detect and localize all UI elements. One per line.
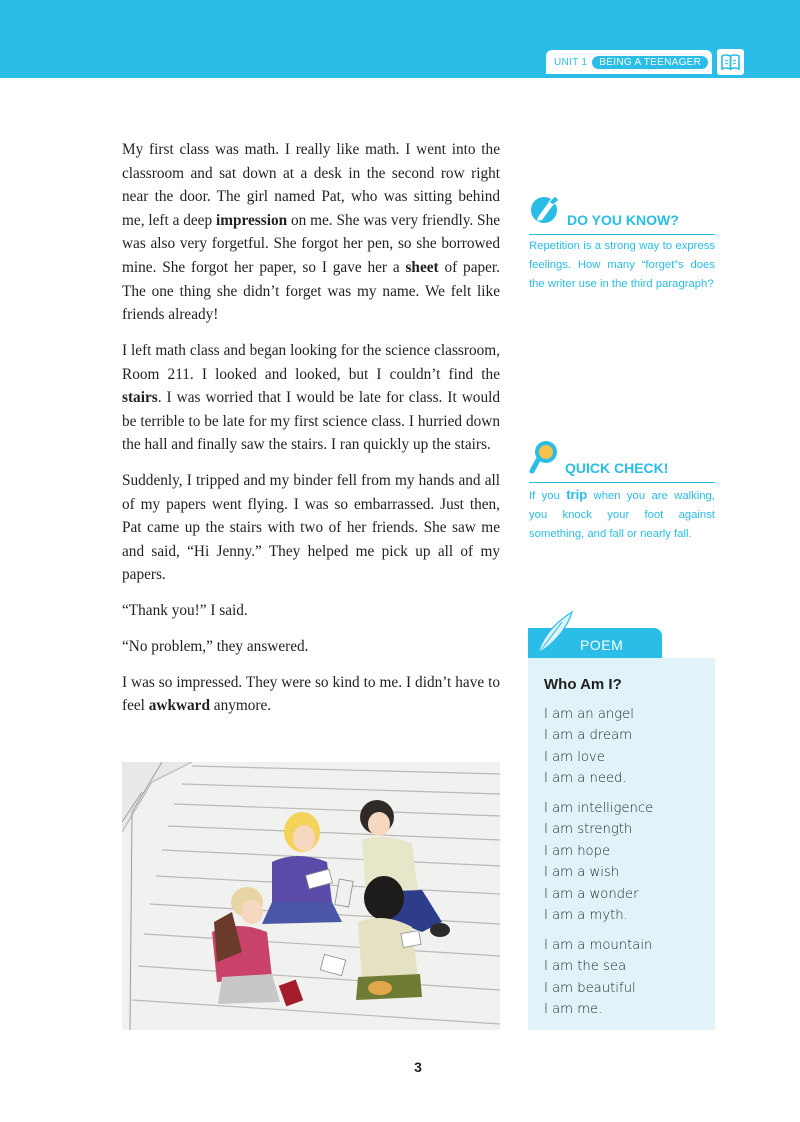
paragraph-4: “Thank you!” I said. bbox=[122, 602, 248, 620]
unit-label: UNIT 1 bbox=[554, 56, 588, 68]
poem-line: I am the sea bbox=[544, 959, 627, 974]
do-you-know-header bbox=[529, 196, 715, 232]
do-you-know-title: DO YOU KNOW? bbox=[567, 212, 679, 228]
poem-line: I am a dream bbox=[544, 728, 633, 743]
poem-stanza-2 bbox=[544, 798, 653, 927]
poem-line: I am intelligence bbox=[544, 800, 654, 816]
poem-line: I am a need. bbox=[544, 771, 627, 786]
vocab-trip: trip bbox=[566, 487, 588, 502]
paragraph-5: “No problem,” they answered. bbox=[122, 638, 309, 656]
book-icon bbox=[717, 49, 744, 75]
do-you-know-text: Repetition is a strong way to express feelings. How many “forget”s does the writer use in the third paragraph? bbox=[529, 240, 715, 290]
quick-check-text: If you trip when you are walking, you knock your foot against something, and fall or nearly fall. bbox=[529, 487, 715, 540]
quick-check-box bbox=[529, 444, 715, 544]
divider bbox=[529, 482, 715, 483]
stairs-illustration bbox=[122, 762, 500, 1030]
story-text bbox=[122, 138, 500, 730]
quick-check-header bbox=[529, 444, 715, 480]
poem-stanza-1 bbox=[544, 704, 653, 790]
poem-stanza-3 bbox=[544, 935, 653, 1021]
poem-line: I am hope bbox=[544, 843, 611, 859]
poem-box bbox=[528, 658, 715, 1030]
vocab-sheet: sheet bbox=[405, 258, 439, 276]
unit-title: BEING A TEENAGER bbox=[592, 56, 708, 69]
poem-title: Who Am I? bbox=[544, 676, 622, 693]
magnifier-icon bbox=[529, 439, 561, 480]
poem-line: I am a wish bbox=[544, 865, 620, 880]
poem-line: I am a mountain bbox=[544, 937, 653, 953]
poem-line: I am beautiful bbox=[544, 980, 636, 996]
do-you-know-box bbox=[529, 196, 715, 294]
poem-content bbox=[544, 674, 653, 1021]
vocab-stairs: stairs bbox=[122, 389, 158, 407]
vocab-impression: impression bbox=[215, 211, 288, 229]
poem-line: I am me. bbox=[544, 1002, 603, 1017]
paragraph-1: My first class was math. I really like math. I went into the classroom and sat down at a desk in the second row right near the door. The girl named Pat, who was sitting behind me, left a deep impression on me. She was very friendly. She was also very forgetful. She forgot her pen, so she borrowed mine. She forgot her paper, so I gave her a sheet of paper. The one thing she didn’t forget was my name. We felt like friends already! bbox=[122, 141, 501, 324]
paragraph-3: Suddenly, I tripped and my binder fell from my hands and all of my papers went flying. I was so embarrassed. Just then, Pat came up the stairs with two of her friends. She saw me and said, “Hi Jenny.” They helped me pick up all of my papers. bbox=[122, 472, 500, 584]
poem-line: I am love bbox=[544, 749, 605, 765]
page-number: 3 bbox=[414, 1059, 422, 1075]
poem-line: I am strength bbox=[544, 822, 633, 837]
pen-icon bbox=[529, 193, 563, 232]
poem-line: I am a myth. bbox=[544, 908, 628, 923]
divider bbox=[529, 234, 715, 235]
poem-tab bbox=[528, 628, 662, 658]
quill-icon bbox=[532, 610, 576, 663]
poem-line: I am a wonder bbox=[544, 886, 639, 902]
vocab-awkward: awkward bbox=[148, 697, 210, 715]
paragraph-6: I was so impressed. They were so kind to me. I didn’t have to feel awkward anymore. bbox=[122, 673, 500, 715]
poem-tab-label: POEM bbox=[580, 637, 624, 653]
poem-line: I am an angel bbox=[544, 706, 634, 722]
paragraph-2: I left math class and began looking for the science classroom, Room 211. I looked and looked, but I couldn’t find the stairs. I was worried that I would be late for class. It would be terrible to be late for my first science class. I hurried down the hall and finally saw the stairs. I ran quickly up the stairs. bbox=[122, 341, 500, 454]
quick-check-title: QUICK CHECK! bbox=[565, 460, 669, 476]
unit-tab bbox=[546, 50, 712, 74]
